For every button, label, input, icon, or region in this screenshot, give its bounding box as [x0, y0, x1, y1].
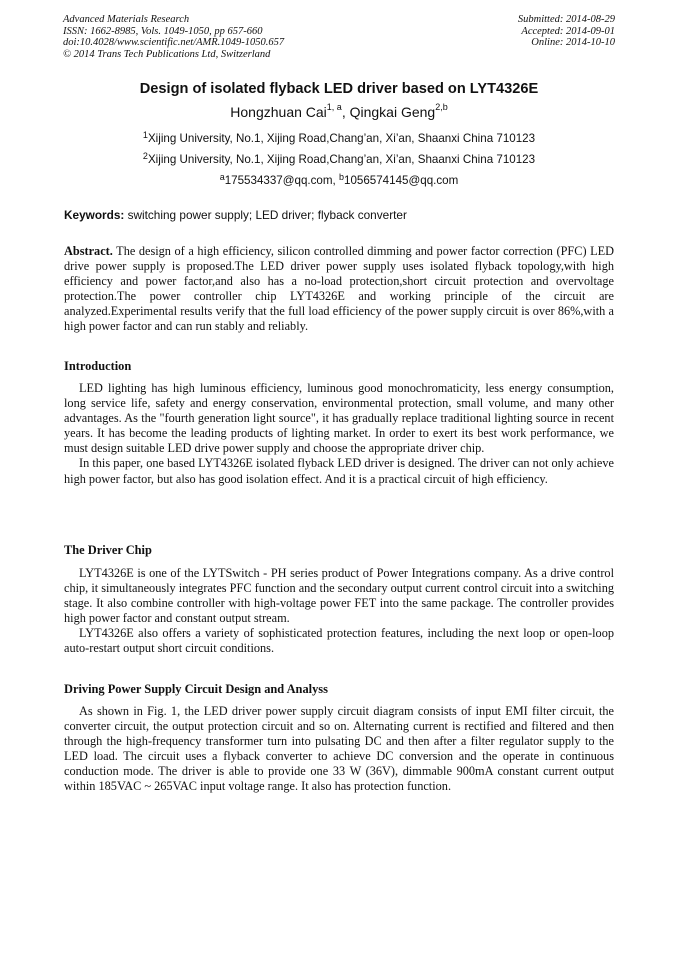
affiliation-2-text: Xijing University, No.1, Xijing Road,Chang’an, Xi’an, Shaanxi China 710123	[147, 153, 536, 166]
affiliation-2-mark: 2	[142, 151, 148, 161]
author-emails	[0, 174, 678, 187]
section-circuit-design-body	[64, 704, 614, 795]
paragraph: In this paper, one based LYT4326E isolated flyback LED driver is designed. The driver can not only achieve high power factor, but also has good isolation effect. And it is a practical circuit of high efficiency.	[64, 456, 614, 486]
email-b-mark: b	[338, 172, 344, 182]
affiliation-2	[0, 153, 678, 166]
paragraph: LED lighting has high luminous efficiency, luminous good monochromaticity, less energy consumption, long service life, safety and energy conservation, environmental protection, small volume, and many other advantages. As the "fourth generation light source", it has gradually replace traditional lighting source in recent years. It has become the leading products of lighting market. In order to exert its best work performance, we must design suitable LED drive power supply and choose the appropriate driver chip.	[64, 381, 614, 456]
section-heading-introduction: Introduction	[64, 359, 132, 373]
copyright-line: © 2014 Trans Tech Publications Ltd, Switzerland	[63, 48, 271, 60]
section-introduction-body	[64, 381, 614, 487]
abstract	[64, 244, 614, 335]
journal-header-left	[63, 14, 284, 60]
keywords-label: Keywords:	[64, 208, 125, 222]
journal-header-right	[518, 14, 615, 49]
section-driver-chip-body	[64, 566, 614, 657]
issn-line: ISSN: 1662-8985, Vols. 1049-1050, pp 657-660	[63, 25, 263, 37]
author-2-name: Qingkai Geng	[349, 104, 436, 120]
online-date: Online: 2014-10-10	[531, 37, 615, 48]
section-heading-circuit-design: Driving Power Supply Circuit Design and Analyss	[64, 682, 328, 696]
author-1-affiliation-mark: 1, a	[326, 102, 342, 112]
affiliation-1	[0, 132, 678, 145]
affiliation-1-mark: 1	[142, 130, 148, 140]
keywords-text: switching power supply; LED driver; flyback converter	[124, 208, 407, 222]
abstract-text: The design of a high efficiency, silicon controlled dimming and power factor correction (PFC) LED drive power supply is proposed.The LED driver power supply uses isolated flyback topology,with high efficiency and power factor,and also has a no-load protection,short circuit protection and overvoltage protection.The power controller chip LYT4326E and working principle of the circuit are analyzed.Experimental results verify that the full load efficiency of the power supply circuit is over 86%,with a high power factor and can run stably and reliably.	[64, 244, 614, 334]
email-a: 175534337@qq.com,	[224, 174, 339, 187]
email-b: 1056574145@qq.com	[344, 174, 459, 187]
paragraph: LYT4326E is one of the LYTSwitch - PH series product of Power Integrations company. As a drive control chip, it simultaneously integrates PFC function and the secondary output current control circuit into a switching stage. It also combine controller with high-voltage power FET into the same package. The controller provides high power factor and constant output stream.	[64, 566, 614, 626]
author-separator: ,	[341, 104, 350, 120]
paper-title: Design of isolated flyback LED driver based on LYT4326E	[139, 81, 539, 97]
paragraph: LYT4326E also offers a variety of sophisticated protection features, including the next loop or open-loop auto-restart output short circuit conditions.	[64, 626, 614, 656]
submitted-date: Submitted: 2014-08-29	[517, 14, 615, 25]
abstract-label: Abstract.	[64, 244, 113, 258]
paragraph: As shown in Fig. 1, the LED driver power supply circuit diagram consists of input EMI filter circuit, the converter circuit, the output protection circuit and so on. Alternating current is rectified and filtered and then through the high-frequency transformer turn into pulsating DC and then after a filter regulator supply to the LED load. The circuit uses a flyback converter to achieve DC conversion and the operate in continuous conduction mode. The driver is able to provide one 33 W (36V), dimmable 900mA constant current output within 185VAC ~ 265VAC input voltage range. It also has protection function.	[64, 704, 614, 794]
author-line	[0, 104, 678, 120]
author-2-affiliation-mark: 2,b	[435, 102, 448, 112]
accepted-date: Accepted: 2014-09-01	[521, 25, 615, 37]
journal-name: Advanced Materials Research	[63, 14, 190, 25]
doi-line: doi:10.4028/www.scientific.net/AMR.1049-1050.657	[63, 37, 285, 48]
keywords	[64, 208, 407, 222]
section-heading-driver-chip: The Driver Chip	[64, 543, 152, 557]
affiliation-1-text: Xijing University, No.1, Xijing Road,Chang’an, Xi’an, Shaanxi China 710123	[147, 132, 536, 145]
author-1-name: Hongzhuan Cai	[230, 104, 327, 120]
email-a-mark: a	[219, 172, 225, 182]
